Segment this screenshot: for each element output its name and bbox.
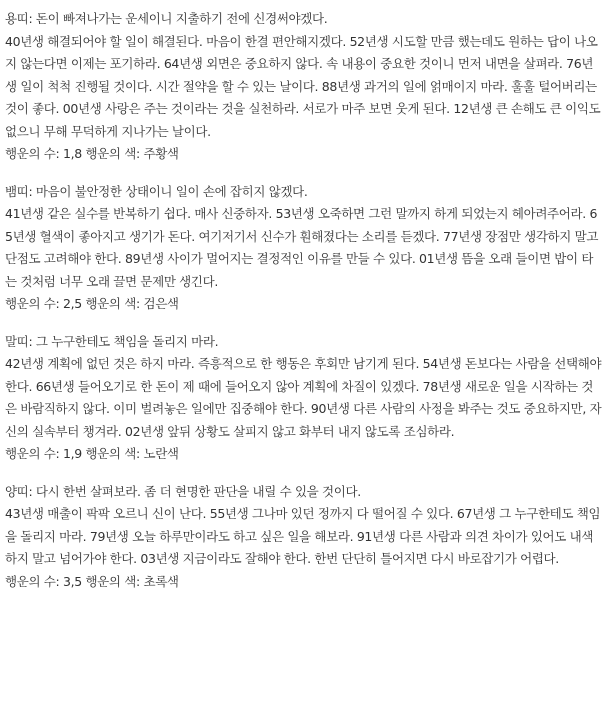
lucky-info: 행운의 수: 2,5 행운의 색: 검은색 <box>5 296 179 311</box>
section-heading: 말띠: 그 누구한테도 책임을 돌리지 마라. <box>5 333 219 349</box>
lucky-info: 행운의 수: 3,5 행운의 색: 초록색 <box>5 573 179 589</box>
section-heading: 양띠: 다시 한번 살펴보라. 좀 더 현명한 판단을 내릴 수 있을 것이다. <box>5 483 361 499</box>
section-horse <box>5 331 603 466</box>
section-body: 43년생 매출이 팍팍 오르니 신이 난다. 55년생 그나마 있던 정까지 다 떨어질 수 있다. 67년생 그 누구한테도 책임을 돌리지 마라. 79년생 오늘 하루만이라도 하고 싶은 일을 해보라. 91년생 다른 사람과 의견 차이가 있어도 내색하지 말고 넘어가야 한다. 03년생 지금이라도 잘해야 한다. 한번 단단히 틀어지면 다시 바로잡기가 어렵다. <box>5 506 601 566</box>
section-body: 40년생 해결되어야 할 일이 해결된다. 마음이 한결 편안해지겠다. 52년생 시도할 만큼 했는데도 원하는 답이 나오지 않는다면 이제는 포기하라. 64년생 외면은 중요하지 않다. 속 내용이 중요한 것이니 먼저 내면을 살펴라. 76년생 일이 척척 진행될 것이다. 시간 절약을 할 수 있는 날이다. 88년생 과거의 일에 얽매이지 마라. 훌훌 털어버리는 것이 좋다. 00년생 사랑은 주는 것이라는 것을 실천하라. 서로가 마주 보면 웃게 된다. 12년생 큰 손해도 큰 이익도 없으니 무해 무덕하게 지나가는 날이다. <box>5 33 601 139</box>
lucky-info: 행운의 수: 1,8 행운의 색: 주황색 <box>5 146 179 161</box>
section-heading: 용띠: 돈이 빠져나가는 운세이니 지출하기 전에 신경써야겠다. <box>5 11 328 26</box>
section-dragon <box>5 8 603 166</box>
lucky-info: 행운의 수: 1,9 행운의 색: 노란색 <box>5 446 179 461</box>
section-body: 42년생 계획에 없던 것은 하지 마라. 즉흥적으로 한 행동은 후회만 남기게 된다. 54년생 돈보다는 사람을 선택해야 한다. 66년생 들어오기로 한 돈이 제 때에 들어오지 않아 계획에 차질이 있겠다. 78년생 새로운 일을 시작하는 것은 바람직하지 않다. 이미 벌려놓은 일에만 집중해야 한다. 90년생 다른 사람의 사정을 봐주는 것도 중요하지만, 자신의 실속부터 챙겨라. 02년생 앞뒤 상황도 살피지 않고 화부터 내지 않도록 조심하라. <box>5 356 602 439</box>
section-snake <box>5 181 603 316</box>
section-heading: 뱀띠: 마음이 불안정한 상태이니 일이 손에 잡히지 않겠다. <box>5 183 308 199</box>
section-sheep <box>5 481 603 594</box>
section-body: 41년생 같은 실수를 반복하기 쉽다. 매사 신중하자. 53년생 오죽하면 그런 말까지 하게 되었는지 헤아려주어라. 65년생 혈색이 좋아지고 생기가 돈다. 여기저기서 신수가 훤해졌다는 소리를 듣겠다. 77년생 장점만 생각하지 말고 단점도 고려해야 한다. 89년생 사이가 멀어지는 결정적인 이유를 만들 수 있다. 01년생 뜸을 오래 들이면 밥이 타는 것처럼 너무 오래 끌면 문제만 생긴다. <box>5 206 599 289</box>
